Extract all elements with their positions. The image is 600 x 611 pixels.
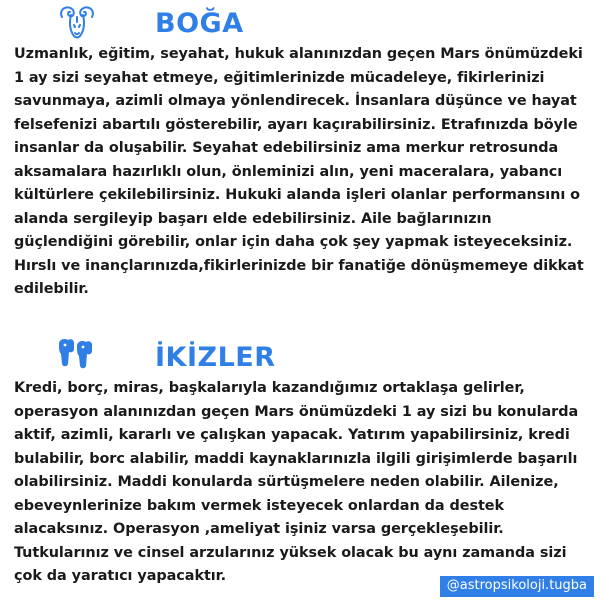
ram-head-icon: [56, 3, 98, 41]
gemini-twins-icon: [55, 336, 97, 374]
taurus-header: [0, 0, 600, 40]
gemini-text: Kredi, borç, miras, başkalarıyla kazandığımız ortaklaşa gelirler, operasyon alanınızdan geçen Mars önümüzdeki 1 ay sizi bu konularda aktif, azimli, kararlı ve çalışkan yapacak. Yatırım yapabilirsiniz, kredi bulabilir, borc alabilir, maddi kaynaklarınızla ilgili girişimlerde başarılı olabilirsiniz. Maddi konularda sürtüşmelere neden olabilir. Ailenize, ebeveynlerinize bakım vermek isteyecek onlardan da destek alacaksınız. Operasyon ,ameliyat işiniz varsa gerçekleşebilir. Tutkularınız ve cinsel arzularınız yüksek olacak bu aynı zamanda sizi çok da yaratıcı yapacaktır.: [14, 380, 579, 584]
taurus-title: BOĞA: [155, 8, 244, 39]
watermark-handle: @astropsikoloji.tugba: [440, 576, 594, 597]
taurus-text: Uzmanlık, eğitim, seyahat, hukuk alanınızdan geçen Mars önümüzdeki 1 ay sizi seyahat etmeye, eğitimlerinizde mücadeleye, fikirlerinizi savunmaya, azimli olmaya yönlendirecek. İnsanlara düşünce ve hayat felsefenizi abartılı gösterebilir, ayarı kaçırabilirsiniz. Etrafınızda böyle insanlar da oluşabilir. Seyahat edebilirsiniz ama merkur retrosunda aksamalara hazırlıklı olun, önleminizi alın, yeni maceralara, yabancı kültürlere çekilebilirsiniz. Hukuki alanda işleri olanlar performansını o alanda sergileyip başarı elde edebilirsiniz. Aile bağlarınızın güçlendiğini görebilir, onlar için daha çok şey yapmak isteyeceksiniz. Hırslı ve inançlarınızda,fikirlerinizde bir fanatiğe dönüşmemeye dikkat edilebilir.: [14, 46, 584, 297]
gemini-title: İKİZLER: [155, 342, 276, 373]
gemini-header: [0, 334, 600, 374]
